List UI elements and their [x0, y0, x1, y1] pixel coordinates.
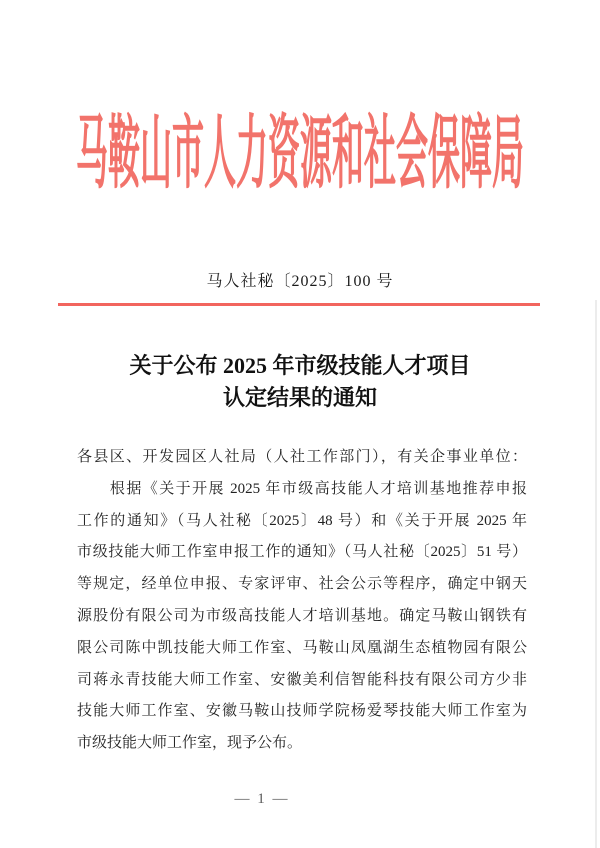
body-line: 市级技能大师工作室申报工作的通知》（马人社秘〔2025〕51 号）: [77, 544, 527, 561]
document-number: 马人社秘〔2025〕100 号: [206, 273, 394, 290]
body-paragraphs: [77, 442, 527, 760]
scan-edge-artifact: [595, 300, 597, 848]
body-line: 各县区、开发园区人社局（人社工作部门），有关企事业单位：: [77, 449, 527, 465]
page-number: — 1 —: [234, 791, 290, 807]
body-line: 技能大师工作室、安徽马鞍山技师学院杨爱琴技能大师工作室为: [77, 703, 527, 720]
agency-masthead: [0, 108, 600, 198]
notice-title-line2: 认定结果的通知: [222, 385, 377, 410]
body-line: 等规定，经单位申报、专家评审、社会公示等程序，确定中钢天: [77, 576, 527, 593]
body-line: 源股份有限公司为市级高技能人才培训基地。确定马鞍山钢铁有: [77, 607, 527, 624]
body-line: 市级技能大师工作室，现予公布。: [77, 735, 303, 752]
body-line: 司蒋永青技能大师工作室、安徽美利信智能科技有限公司方少非: [77, 671, 527, 688]
red-divider-rule: [58, 303, 540, 306]
body-line: 根据《关于开展 2025 年市级高技能人才培训基地推荐申报: [77, 480, 527, 497]
notice-title: [0, 350, 600, 414]
body-line: 限公司陈中凯技能大师工作室、马鞍山凤凰湖生态植物园有限公: [77, 639, 527, 656]
notice-title-line1: 关于公布 2025 年市级技能人才项目: [129, 353, 471, 378]
body-line: 工作的通知》（马人社秘〔2025〕48 号）和《关于开展 2025 年: [77, 512, 527, 529]
agency-name: 马鞍山市人力资源和社会保障局: [75, 108, 524, 198]
